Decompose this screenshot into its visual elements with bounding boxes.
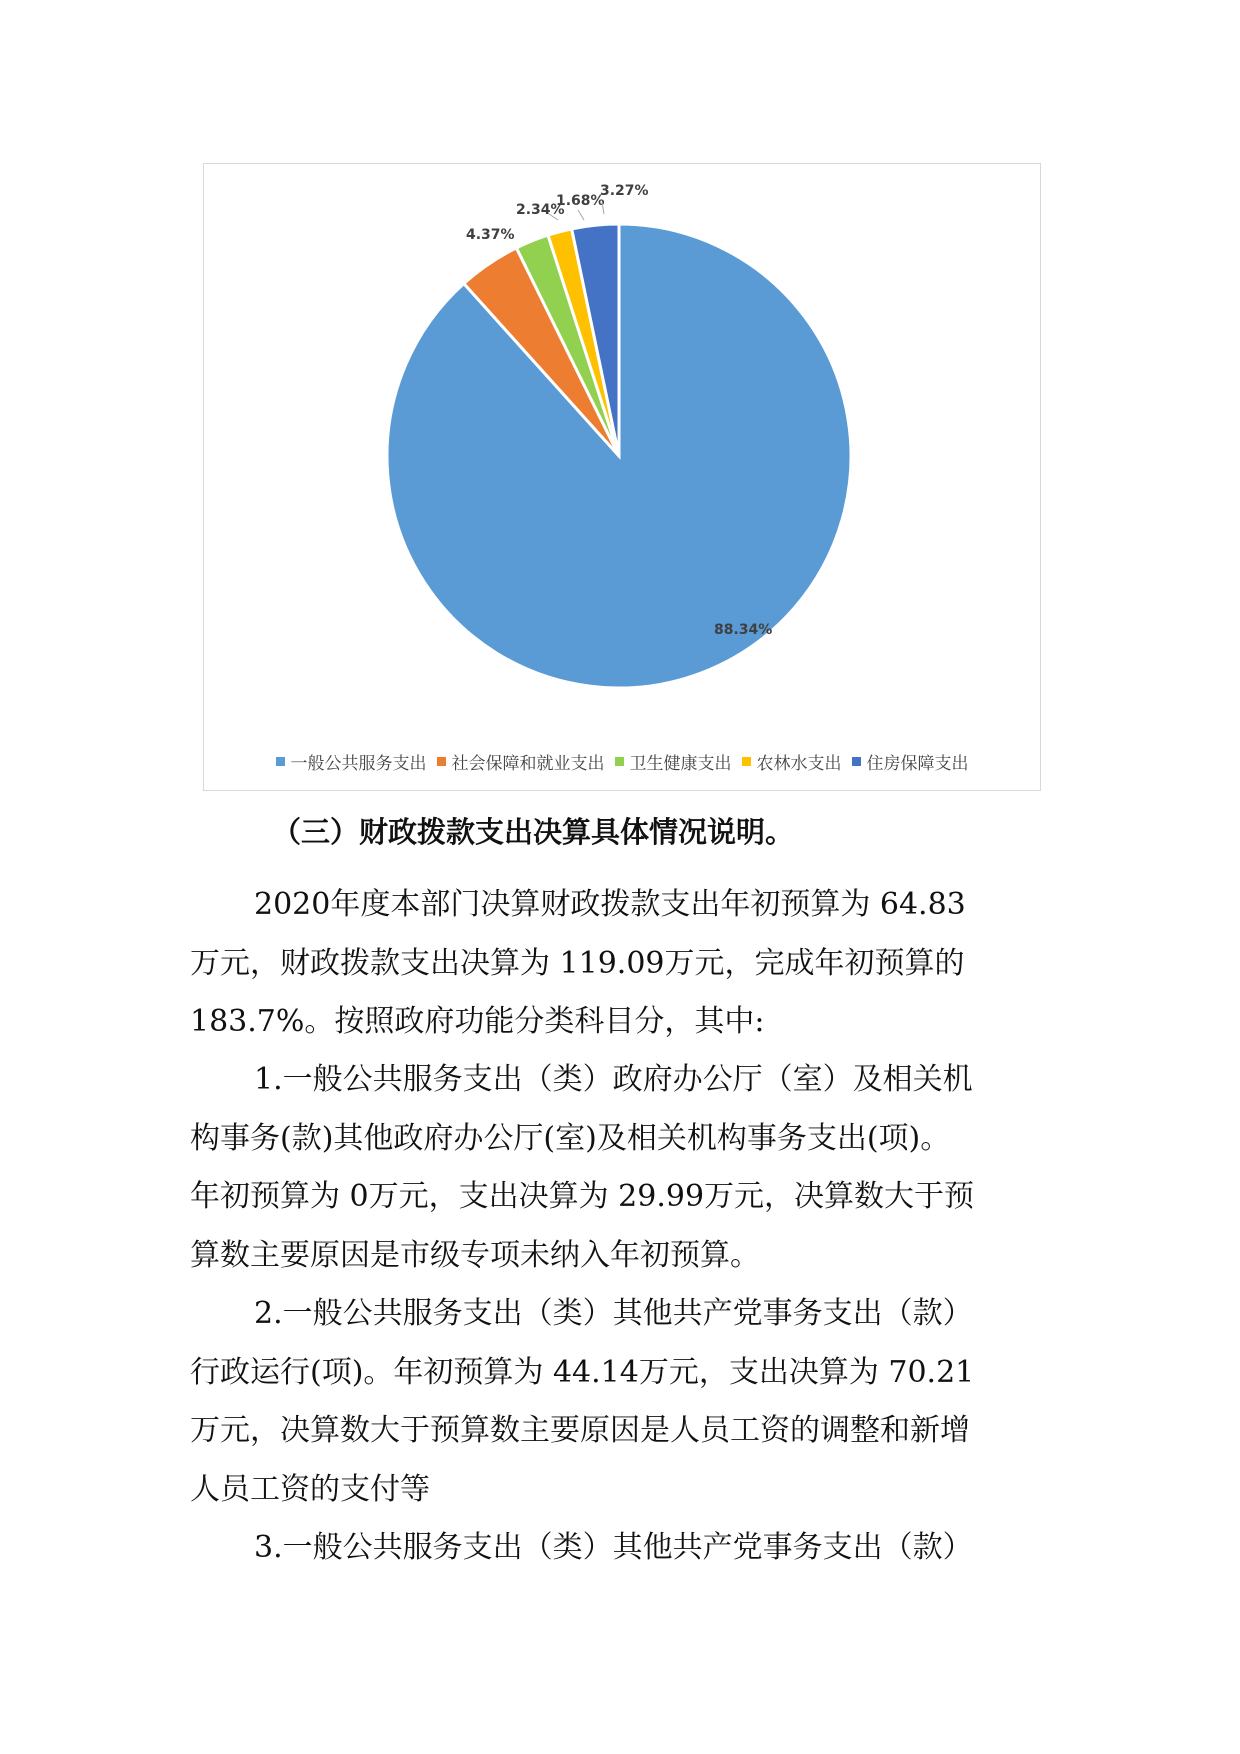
legend-swatch [615,757,624,766]
paragraph-line: 183.7%。按照政府功能分类科目分，其中: [190,1004,765,1039]
paragraph-1 [190,876,966,1052]
data-label-4: 1.68% [556,193,605,209]
legend-swatch [742,757,751,766]
legend-item [742,749,842,774]
legend-label: 社会保障和就业支出 [451,754,605,774]
legend-swatch [852,757,861,766]
legend-item [852,749,969,774]
legend-swatch [437,757,446,766]
pie-chart [204,164,1042,792]
paragraph-line: 3.一般公共服务支出（类）其他共产党事务支出（款） [254,1530,973,1565]
legend-label: 卫生健康支出 [629,754,732,774]
data-label-leader-line [578,210,584,220]
paragraph-line: 万元，财政拨款支出决算为 119.09万元，完成年初预算的 [190,945,965,981]
legend-item [437,749,605,774]
chart-legend [204,749,1040,774]
paragraph-line: 年初预算为 0万元，支出决算为 29.99万元，决算数大于预 [190,1179,975,1214]
legend-item [615,749,732,774]
section-heading: （三）财政拨款支出决算具体情况说明。 [272,815,795,849]
paragraph-line: 算数主要原因是市级专项未纳入年初预算。 [190,1237,760,1273]
paragraph-line: 行政运行(项)。年初预算为 44.14万元，支出决算为 70.21 [190,1354,975,1390]
paragraph-4 [254,1519,973,1578]
legend-label: 住房保障支出 [866,754,969,774]
paragraph-line: 人员工资的支付等 [190,1471,430,1507]
data-label-1: 88.34% [714,622,773,638]
paragraph-line: 构事务(款)其他政府办公厅(室)及相关机构事务支出(项)。 [190,1120,951,1156]
legend-label: 农林水支出 [756,754,842,774]
pie-chart-frame [203,163,1041,791]
paragraph-2 [190,1051,975,1285]
data-label-3: 2.34% [516,202,565,218]
paragraph-line: 2.一般公共服务支出（类）其他共产党事务支出（款） [254,1296,973,1331]
data-label-2: 4.37% [466,227,515,243]
legend-label: 一般公共服务支出 [290,754,427,774]
legend-swatch [276,757,285,766]
paragraph-3 [190,1285,975,1519]
paragraph-line: 万元，决算数大于预算数主要原因是人员工资的调整和新增 [190,1413,970,1448]
data-label-5: 3.27% [600,183,649,199]
legend-item [276,749,427,774]
paragraph-line: 2020年度本部门决算财政拨款支出年初预算为 64.83 [254,887,966,922]
paragraph-line: 1.一般公共服务支出（类）政府办公厅（室）及相关机 [254,1062,973,1097]
